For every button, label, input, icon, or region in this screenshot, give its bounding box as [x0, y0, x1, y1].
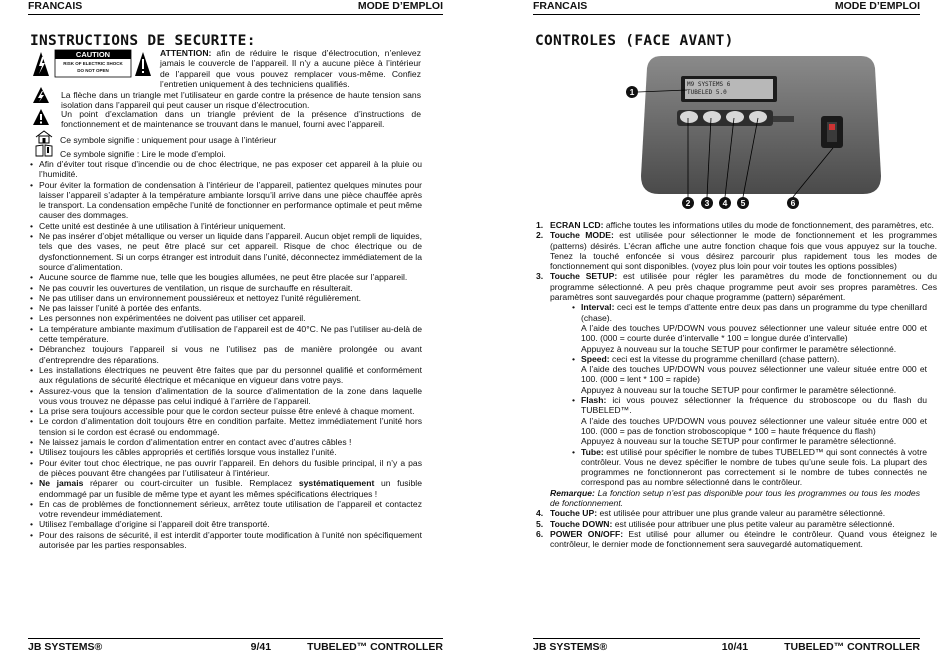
caution-line1: RISK OF ELECTRIC SHOCK [63, 61, 123, 66]
attention-text: afin de réduire le risque d’électrocution, n’enlevez jamais le couvercle de l’appareil. Il n’y a aucune pièce à l’intérieur de l’appareil que vous pouvez remplacer vous-même. Confiez l’entretien uniquement à des techniciens qualifiés. [160, 48, 421, 89]
item-label: POWER ON/OFF: [550, 528, 624, 539]
list-item: • Débranchez toujours l’appareil si vous ne l’utilisez pas de manière prolongée ou avant d’entreprendre des réparations. [30, 344, 422, 365]
lightning-triangle-icon [32, 86, 50, 104]
footer-product: TUBELED™ CONTROLLER [307, 641, 443, 653]
list-item [536, 519, 937, 529]
callout-4: 4 [719, 197, 731, 209]
sub-confirm: Appuyez à nouveau sur la touche SETUP pour confirmer le paramètre sélectionné. [581, 343, 897, 354]
item-label: Touche SETUP: [550, 271, 618, 282]
indoor-paragraph: Ce symbole signifie : uniquement pour usage à l’intérieur [60, 135, 277, 145]
item-number: 2. [536, 230, 544, 241]
list-item [572, 447, 927, 488]
list-item: • Assurez-vous que la tension d’alimentation de la source d’alimentation de la zone dans laquelle vous vous trouvez ne dépasse pas celui indiqué à l’arrière de l’appareil. [30, 386, 422, 407]
exclamation-triangle-icon [32, 108, 50, 126]
item-number: 4. [536, 508, 544, 519]
safety-bullet-list [30, 159, 422, 550]
sub-confirm: Appuyez à nouveau sur la touche SETUP pour confirmer le paramètre sélectionné. [581, 436, 897, 447]
list-item: • Ne pas couvrir les ouvertures de ventilation, un risque de surchauffe en résulterait. [30, 283, 422, 293]
sub-text: est utilisé pour spécifier le nombre de tubes TUBELED™ qui sont connectés à votre contrôleur. Vous ne devez spécifier le nombre de tubes qu’une seule fois. La plupart des programmes ne fonctionneront pas correctement si le nombre de tubes connectés ne correspond pas au nombre sélectionné dans le contrôleur. [581, 446, 927, 488]
sub-text: ceci est la vitesse du programme chenillard (chase pattern). [609, 353, 840, 364]
list-item: • Le cordon d’alimentation doit toujours être en condition parfaite. Mettez immédiatement l’unité hors tension si le cordon est écrasé ou endommagé. [30, 416, 422, 437]
header-language: FRANCAIS [28, 0, 83, 12]
sub-range: A l’aide des touches UP/DOWN vous pouvez sélectionner une valeur située entre 000 et 100. (000 = courte durée d’intervalle * 100 = longue durée d’intervalle) [581, 322, 927, 344]
item-text: est utilisée pour attribuer une plus grande valeur au paramètre sélectionné. [597, 508, 886, 519]
header-manual: MODE D’EMPLOI [834, 0, 920, 12]
list-item: • En cas de problèmes de fonctionnement sérieux, arrêtez toute utilisation de l’appareil et contactez votre revendeur immédiatement. [30, 499, 422, 520]
sub-label: Flash: [581, 395, 607, 406]
setup-sub-list [536, 302, 937, 487]
sub-confirm: Appuyez à nouveau sur la touche SETUP pour confirmer le paramètre sélectionné. [581, 384, 897, 395]
item-number: 6. [536, 528, 544, 539]
item-text: affiche toutes les informations utiles du mode de fonctionnement, des paramètres, etc. [603, 220, 934, 230]
item-text: Est utilisé pour allumer ou éteindre le contrôleur. Quand vous éteignez le contrôleur, le dernier mode de fonctionnement sera sauvegardé automatiquement. [550, 528, 937, 550]
sub-label: Tube: [581, 446, 604, 457]
sub-text: ici vous pouvez sélectionner la fréquence du stroboscope ou du flash du TUBELED™. [581, 395, 927, 416]
fuse-bold-never: Ne jamais [39, 478, 84, 489]
footer-page-number: 10/41 [721, 641, 749, 653]
list-item: • Ne laissez jamais le cordon d’alimentation entrer en contact avec d’autres câbles ! [30, 437, 422, 447]
caution-label-icon [31, 49, 155, 78]
sub-label: Speed: [581, 353, 610, 364]
list-item: • Afin d’éviter tout risque d’incendie ou de choc électrique, ne pas exposer cet appareil à la pluie ou l’humidité. [30, 159, 422, 180]
manual-paragraph: Ce symbole signifie : Lire le mode d’emploi. [60, 149, 226, 159]
attention-paragraph [160, 48, 421, 89]
exclamation-paragraph: Un point d’exclamation dans un triangle prévient de la présence d’instructions de fonctionnement et de maintenance se trouvant dans le manuel, fourni avec l’appareil. [61, 109, 421, 130]
list-item [536, 529, 937, 550]
item-label: Touche MODE: [550, 230, 614, 241]
page-footer [28, 638, 443, 653]
list-item: • Aucune source de flamme nue, telle que les bougies allumées, ne peut être placée sur l’appareil. [30, 272, 422, 282]
footer-brand: JB SYSTEMS® [28, 641, 103, 653]
sub-range: A l’aide des touches UP/DOWN vous pouvez sélectionner une valeur située entre 000 et 100. (000 = pas de fonction stroboscopique * 100 = haute fréquence du flash) [581, 415, 927, 436]
sub-text: ceci est le temps d’attente entre deux pas dans un programme du type chenillard (chase). [581, 302, 927, 323]
list-item [536, 271, 937, 302]
list-item: • La température ambiante maximum d’utilisation de l’appareil est de 40°C. Ne pas l’utiliser au-delà de cette température. [30, 324, 422, 345]
list-item [536, 230, 937, 271]
callout-3: 3 [701, 197, 713, 209]
list-item [536, 220, 937, 230]
page-header [28, 0, 443, 15]
list-item: • Utilisez l’emballage d’origine si l’appareil doit être transporté. [30, 519, 422, 529]
read-manual-icon [35, 144, 53, 157]
fuse-text-end: un fusible endommagé par un fusible de même type et ayant les mêmes spécifications électriques ! [39, 478, 422, 499]
list-item [572, 302, 927, 353]
indoor-house-icon [35, 130, 53, 144]
item-number: 5. [536, 518, 544, 529]
callout-5: 5 [737, 197, 749, 209]
lcd-line2: TUBELED 5.0 [687, 89, 727, 96]
item-label: Touche UP: [550, 508, 598, 519]
page-footer [533, 638, 920, 653]
list-item [572, 395, 927, 446]
list-item: • Ne pas utiliser dans un environnement poussiéreux et nettoyez l’unité régulièrement. [30, 293, 422, 303]
item-text: est utilisée pour sélectionner le mode de fonctionnement et les programmes (patterns) désirés. L’écran affiche une autre fonction chaque fois que vous appuyez sur la touche. Tenez la touché enfoncée si vous désirez parcourir plus rapidement tous les modes de fonctionnement qui sont disponibles. (voyez plus loin pour voir toutes les options possibles) [550, 230, 938, 272]
item-text: est utilisée pour attribuer une plus petite valeur au paramètre sélectionné. [612, 518, 895, 529]
item-label: Touche DOWN: [550, 518, 613, 529]
caution-title: CAUTION [75, 50, 111, 59]
remark-label: Remarque: [550, 487, 595, 498]
header-manual: MODE D’EMPLOI [357, 0, 443, 12]
list-item: • Pour éviter tout choc électrique, ne pas ouvrir l’appareil. En dehors du fusible principal, il n’y a pas de pièces pouvant être changées par l’utilisateur à l’intérieur. [30, 458, 422, 479]
item-text: est utilisée pour régler les paramètres du mode de fonctionnement ou du programme sélectionné. A peu près chaque programme peut avoir ses propres paramètres. Ces paramètres sont sauvegardés pour chaque programme (pattern) séparément. [550, 271, 937, 303]
list-item: • Pour des raisons de sécurité, il est interdit d’apporter toute modification à l’unité non spécifiquement autorisée par les parties responsables. [30, 530, 422, 551]
list-item [572, 354, 927, 395]
sub-label: Interval: [581, 302, 615, 313]
controls-list [536, 220, 950, 550]
list-item: • Les installations électriques ne peuvent être faites que par du personnel qualifié et conformément aux régulations de sécurité électrique et mécanique en vigueur dans votre pays. [30, 365, 422, 386]
list-item: • Cette unité est destinée à une utilisation à l’intérieur uniquement. [30, 221, 422, 231]
section-title: CONTROLES (FACE AVANT) [535, 33, 734, 49]
list-item: • Les personnes non expérimentées ne doivent pas utiliser cet appareil. [30, 313, 422, 323]
fuse-bold-always: systématiquement [298, 478, 375, 489]
fuse-list-item [30, 478, 422, 499]
list-item [536, 508, 937, 518]
fuse-text-mid: réparer ou court-circuiter un fusible. Remplacez [83, 478, 299, 489]
item-label: ECRAN LCD: [550, 220, 604, 230]
footer-brand: JB SYSTEMS® [533, 641, 608, 653]
list-item: • La prise sera toujours accessible pour que le cordon secteur puisse être enlevé à chaque moment. [30, 406, 422, 416]
item-number: 3. [536, 271, 544, 282]
list-item: • Ne pas laisser l’unité à portée des enfants. [30, 303, 422, 313]
lcd-line1: M9 SYSTEMS 6 [687, 81, 731, 88]
footer-page-number: 9/41 [250, 641, 272, 653]
right-page [475, 0, 950, 654]
footer-product: TUBELED™ CONTROLLER [784, 641, 920, 653]
arrow-paragraph: La flèche dans un triangle met l’utilisateur en garde contre la présence de haute tension sans isolation dans l’appareil qui peut causer un risque d’électrocution. [61, 90, 421, 111]
list-item: • Pour éviter la formation de condensation à l’intérieur de l’appareil, patientez quelques minutes pour laisser l’appareil s’adapter à la température ambiante lorsqu’il arrive dans une pièce chauffée après le transport. La condensation empêche l’unité de fonctionner en performance optimale et peut même causer des dommages. [30, 180, 422, 221]
callout-2: 2 [682, 197, 694, 209]
header-language: FRANCAIS [533, 0, 588, 12]
section-title: INSTRUCTIONS DE SECURITE: [30, 33, 256, 49]
sub-range: A l’aide des touches UP/DOWN vous pouvez sélectionner une valeur située entre 000 et 100. (000 = lent * 100 = rapide) [581, 364, 927, 385]
remark-paragraph [550, 488, 920, 509]
list-item: • Utilisez toujours les câbles appropriés et certifiés lorsque vous installez l’unité. [30, 447, 422, 457]
callout-lines [475, 0, 950, 220]
item-number: 1. [536, 220, 544, 230]
callout-6: 6 [787, 197, 799, 209]
remark-text: La fonction setup n’est pas disponible pour tous les programmes ou tous les modes de fonctionnement. [550, 487, 920, 509]
caution-line2: DO NOT OPEN [77, 68, 109, 73]
list-item: • Ne pas insérer d’objet métallique ou verser un liquide dans l’appareil. Aucun objet rempli de liquides, tels que des vases, ne peut être placé sur cet appareil. Risque de choc électrique ou de dysfonctionnement. Si un corps étranger est introduit dans l’unité, déconnectez immédiatement de la source d’alimentation. [30, 231, 422, 272]
attention-label: ATTENTION: [160, 48, 212, 58]
callout-1: 1 [626, 86, 638, 98]
